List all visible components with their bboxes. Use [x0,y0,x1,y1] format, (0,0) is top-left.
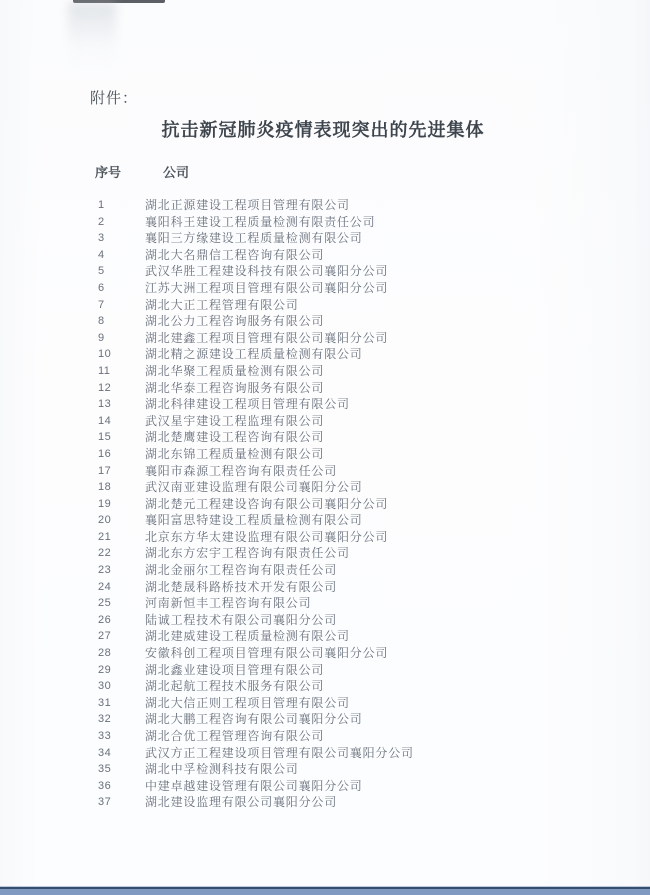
table-row [0,247,650,264]
table-row [0,463,650,480]
scan-artifact-smudge [68,2,116,74]
table-header [0,162,650,178]
table-row [0,230,650,247]
row-company-name: 襄阳三方缘建设工程质量检测有限公司 [145,231,363,246]
row-index: 3 [98,232,105,245]
table-row [0,280,650,297]
row-index: 37 [98,796,112,809]
row-index: 14 [98,414,112,427]
row-index: 6 [98,281,105,294]
row-company-name: 湖北东锦工程质量检测有限公司 [145,446,325,461]
row-company-name: 湖北大正工程管理有限公司 [145,297,299,312]
row-index: 26 [98,613,112,626]
row-company-name: 湖北起航工程技术服务有限公司 [145,679,325,694]
row-company-name: 湖北建鑫工程项目管理有限公司襄阳分公司 [145,330,389,345]
row-company-name: 湖北楚晟科路桥技术开发有限公司 [145,579,338,594]
column-header-company: 公司 [163,165,190,180]
row-index: 18 [98,481,112,494]
column-header-index: 序号 [95,165,122,180]
table-row [0,545,650,562]
table-row [0,263,650,280]
row-index: 24 [98,580,112,593]
row-company-name: 湖北合优工程管理咨询有限公司 [145,729,325,743]
row-index: 19 [98,497,112,510]
row-company-name: 湖北楚元工程建设咨询有限公司襄阳分公司 [145,496,389,511]
table-row [0,628,650,645]
table-row [0,313,650,330]
table-row [0,380,650,397]
row-company-name: 安徽科创工程项目管理有限公司襄阳分公司 [145,646,389,661]
table-row [0,778,650,795]
row-index: 13 [98,398,112,411]
table-row [0,297,650,314]
row-index: 21 [98,530,112,543]
row-index: 2 [98,215,105,228]
row-index: 9 [98,331,105,344]
row-company-name: 襄阳富思特建设工程质量检测有限公司 [145,513,363,528]
row-company-name: 武汉星宇建设工程监理有限公司 [145,413,325,428]
row-company-name: 江苏大洲工程项目管理有限公司襄阳分公司 [145,280,389,295]
row-company-name: 湖北建设监理有限公司襄阳分公司 [145,795,338,810]
row-index: 12 [98,381,112,394]
row-index: 17 [98,464,112,477]
row-index: 28 [98,647,112,660]
row-company-name: 湖北华泰工程咨询服务有限公司 [145,380,325,395]
row-company-name: 武汉南亚建设监理有限公司襄阳分公司 [145,480,363,495]
table-row [0,197,650,214]
row-company-name: 中建卓越建设管理有限公司襄阳分公司 [145,778,363,793]
table-row [0,214,650,231]
row-index: 5 [98,265,105,278]
table-row [0,330,650,347]
row-index: 22 [98,547,112,560]
row-index: 11 [98,364,111,377]
row-index: 34 [98,746,112,759]
table-row [0,728,650,745]
row-company-name: 湖北大信正则工程项目管理有限公司 [145,695,350,710]
row-company-name: 湖北鑫业建设项目管理有限公司 [145,662,325,677]
table-row [0,595,650,612]
scan-artifact-top-mark [73,0,165,3]
table-row [0,761,650,778]
company-list [0,197,650,811]
table-row [0,612,650,629]
row-index: 25 [98,597,112,610]
row-company-name: 襄阳科王建设工程质量检测有限责任公司 [145,214,376,229]
row-index: 36 [98,779,112,792]
table-row [0,745,650,762]
table-row [0,662,650,679]
table-row [0,396,650,413]
row-company-name: 湖北科律建设工程项目管理有限公司 [145,397,350,412]
row-index: 29 [98,663,112,676]
table-row [0,496,650,513]
row-index: 33 [98,730,112,742]
row-company-name: 北京东方华太建设监理有限公司襄阳分公司 [145,529,389,544]
row-index: 35 [98,763,112,776]
row-company-name: 湖北大鹏工程咨询有限公司襄阳分公司 [145,712,363,727]
row-company-name: 陆诚工程技术有限公司襄阳分公司 [145,612,338,627]
table-row [0,529,650,546]
table-row [0,579,650,596]
row-index: 8 [98,315,105,328]
row-company-name: 湖北精之源建设工程质量检测有限公司 [145,347,363,362]
row-company-name: 襄阳市森源工程咨询有限责任公司 [145,463,338,478]
row-index: 10 [98,348,112,361]
table-row [0,645,650,662]
row-index: 7 [98,298,105,311]
table-row [0,446,650,463]
table-row [0,695,650,712]
row-company-name: 湖北中孚检测科技有限公司 [145,762,299,777]
row-index: 16 [98,447,112,460]
table-row [0,711,650,728]
row-index: 23 [98,564,112,577]
table-row [0,562,650,579]
row-index: 27 [98,630,112,643]
row-company-name: 湖北大名鼎信工程咨询有限公司 [145,247,325,262]
row-index: 31 [98,696,112,709]
table-row [0,413,650,430]
table-row [0,363,650,380]
row-company-name: 湖北华聚工程质量检测有限公司 [145,363,325,378]
row-company-name: 武汉方正工程建设项目管理有限公司襄阳分公司 [145,745,414,760]
row-index: 20 [98,514,112,527]
row-company-name: 湖北东方宏宇工程咨询有限责任公司 [145,546,350,561]
row-company-name: 湖北公力工程咨询服务有限公司 [145,314,325,329]
table-row [0,794,650,811]
table-row [0,479,650,496]
attachment-label: 附件： [90,90,139,107]
bottom-band-steel [0,889,650,895]
page-title: 抗击新冠肺炎疫情表现突出的先进集体 [161,120,485,140]
row-index: 30 [98,680,112,693]
row-index: 15 [98,431,112,444]
row-company-name: 武汉华胜工程建设科技有限公司襄阳分公司 [145,264,389,279]
table-row [0,678,650,695]
row-company-name: 湖北楚鹰建设工程咨询有限公司 [145,430,325,445]
scan-artifact-bottom-band [0,886,650,895]
row-company-name: 河南新恒丰工程咨询有限公司 [145,596,312,611]
table-row [0,429,650,446]
row-company-name: 湖北建威建设工程质量检测有限公司 [145,629,350,644]
row-index: 4 [98,248,105,261]
table-row [0,346,650,363]
row-company-name: 湖北金丽尔工程咨询有限责任公司 [145,563,338,578]
row-index: 1 [98,199,105,211]
row-company-name: 湖北正源建设工程项目管理有限公司 [145,198,350,212]
table-row [0,512,650,529]
row-index: 32 [98,713,112,726]
